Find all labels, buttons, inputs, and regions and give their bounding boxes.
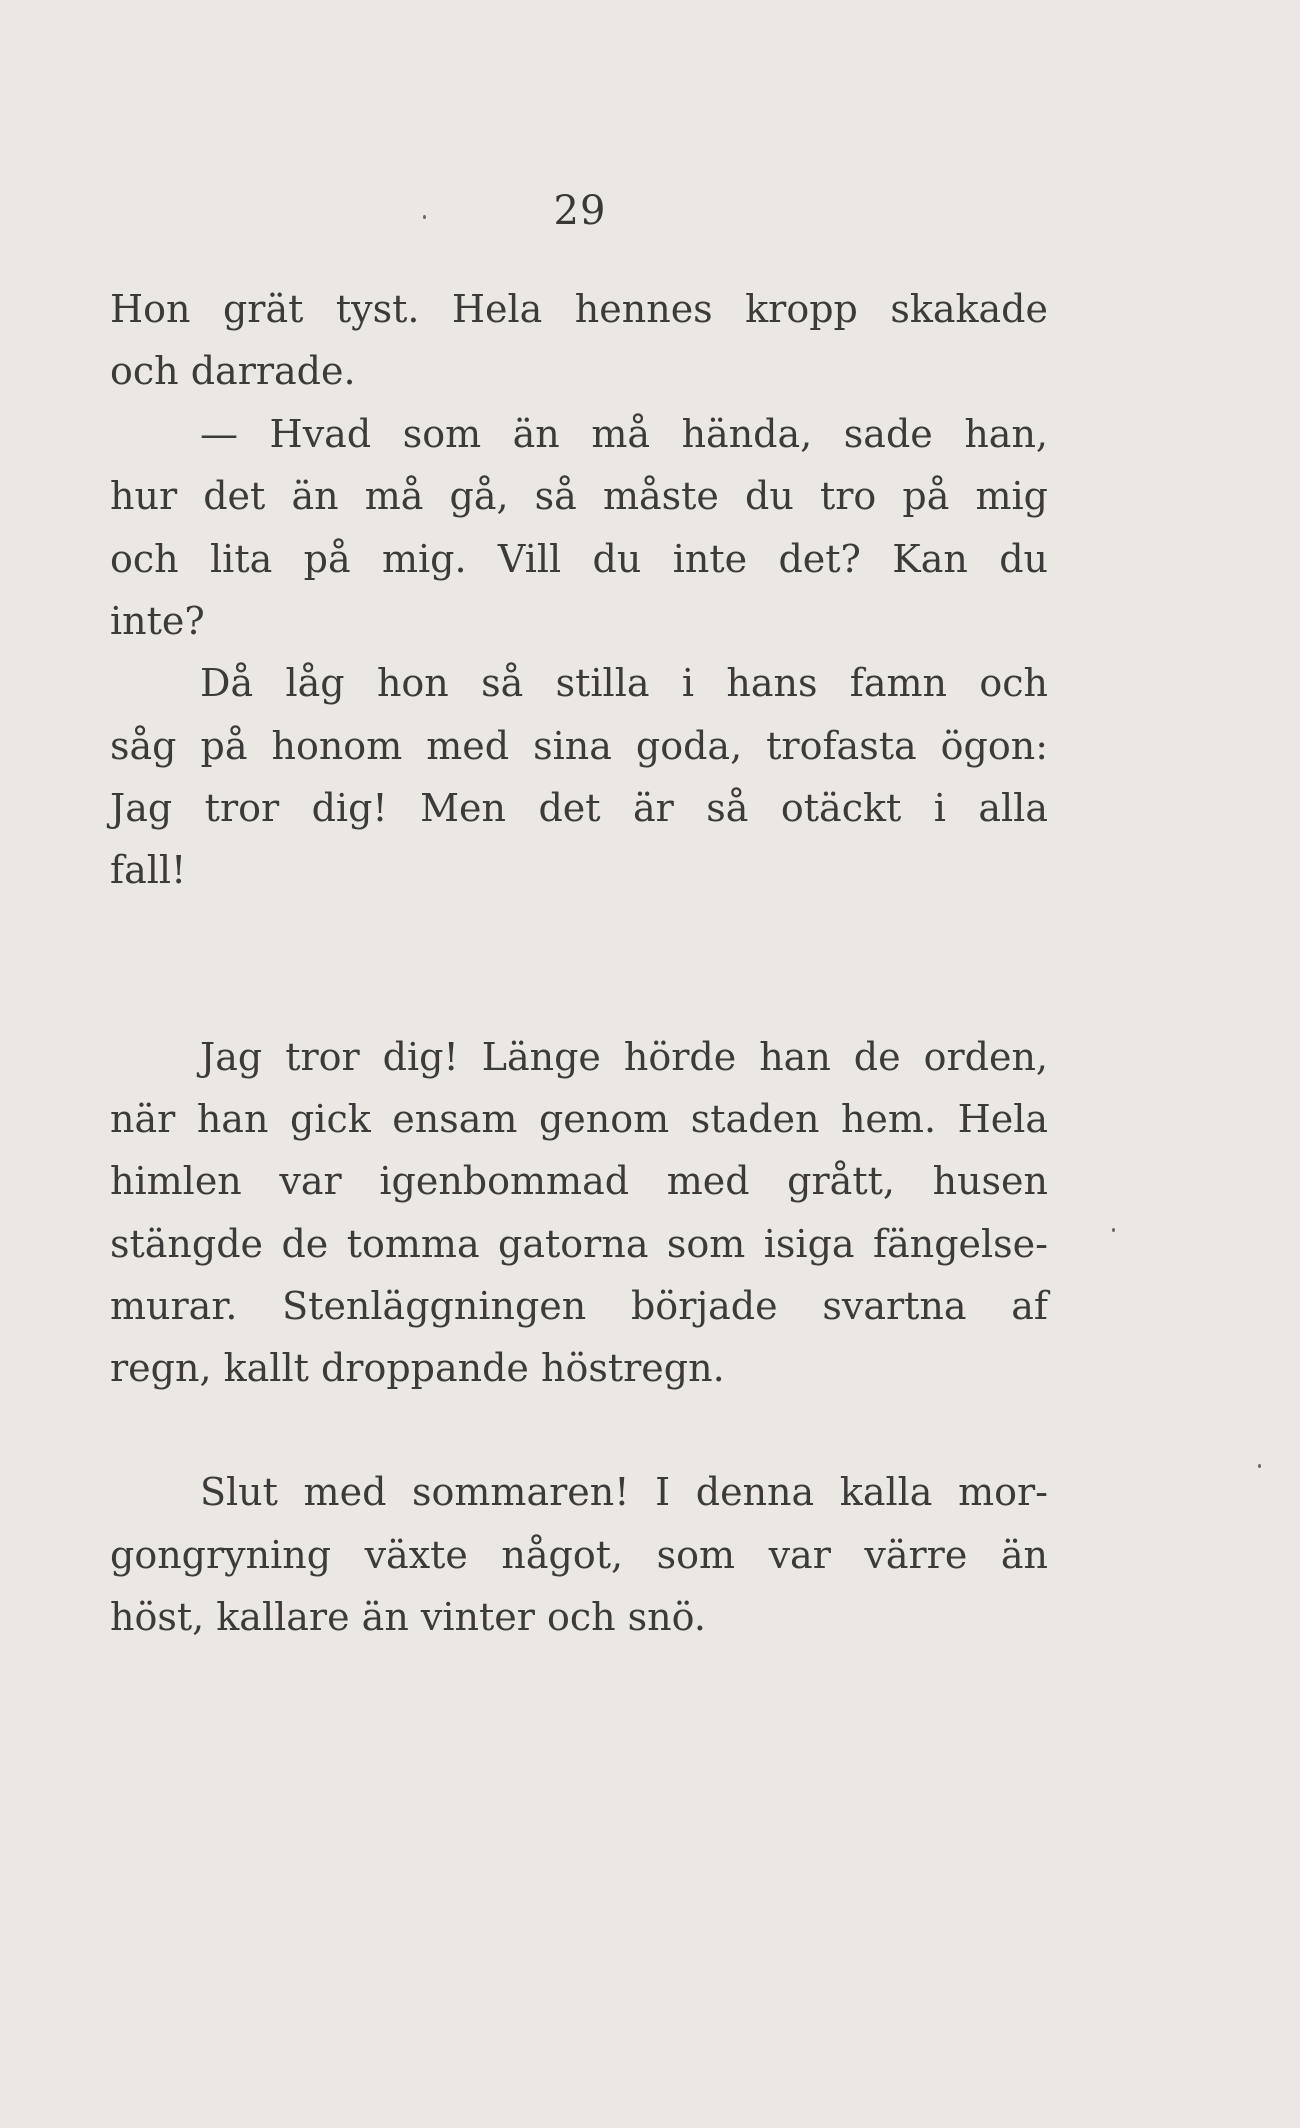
text-line: Jag tror dig! Men det är så otäckt i alla <box>110 786 1048 830</box>
text-line: inte? <box>110 599 205 643</box>
text-line: himlen var igenbommad med grått, husen <box>110 1159 1048 1203</box>
page-number: 29 <box>553 188 607 234</box>
text-line: regn, kallt droppande höstregn. <box>110 1346 725 1390</box>
text-line: fall! <box>110 848 187 892</box>
paper-speck <box>1112 1228 1115 1232</box>
text-line: Jag tror dig! Länge hörde han de orden, <box>200 1035 1048 1079</box>
text-line: när han gick ensam genom staden hem. Hela <box>110 1097 1048 1141</box>
text-line: — Hvad som än må hända, sade han, <box>200 412 1048 456</box>
text-line: Då låg hon så stilla i hans famn och <box>200 661 1048 705</box>
text-line: gongryning växte något, som var värre än <box>110 1533 1048 1577</box>
text-line: höst, kallare än vinter och snö. <box>110 1595 706 1639</box>
text-line: murar. Stenläggningen började svartna af <box>110 1284 1048 1328</box>
text-line: stängde de tomma gatorna som isiga fängelse- <box>110 1222 1048 1266</box>
text-line: Slut med sommaren! I denna kalla mor- <box>200 1470 1048 1514</box>
text-line: och lita på mig. Vill du inte det? Kan du <box>110 537 1048 581</box>
text-line: Hon grät tyst. Hela hennes kropp skakade <box>110 287 1048 331</box>
text-line: såg på honom med sina goda, trofasta ögon: <box>110 724 1048 768</box>
text-line: hur det än må gå, så måste du tro på mig <box>110 474 1048 518</box>
paper-speck <box>423 215 426 219</box>
text-line: och darrade. <box>110 349 356 393</box>
paper-speck <box>1258 1464 1261 1468</box>
